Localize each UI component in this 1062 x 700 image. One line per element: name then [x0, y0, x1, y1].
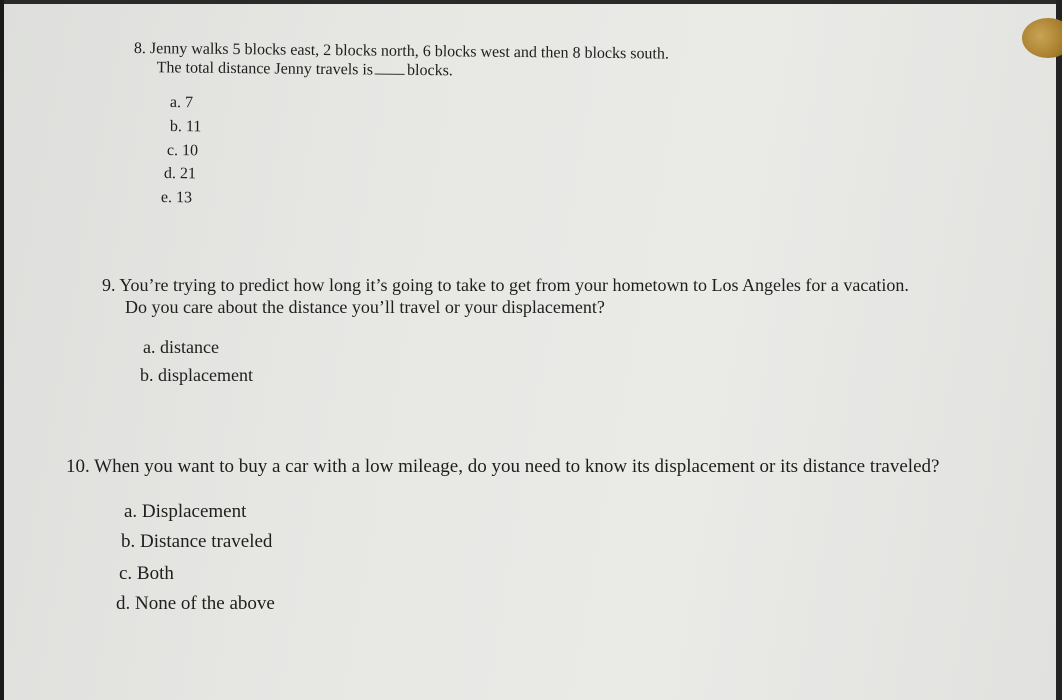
option-label: c. Both [119, 563, 174, 584]
option-label: b. Distance traveled [121, 531, 273, 552]
option-label: e. 13 [160, 189, 193, 207]
question-9-text-line-2: Do you care about the distance you’ll travel or your displacement? [125, 297, 605, 317]
question-10-option-a[interactable] [124, 501, 246, 523]
question-10-option-b[interactable] [121, 531, 272, 553]
question-8-text-line-2: The total distance Jenny travels is [156, 59, 374, 79]
photo-border-right [1056, 0, 1062, 700]
question-8-option-c[interactable] [167, 142, 198, 160]
question-9 [102, 275, 909, 318]
question-8-option-b[interactable] [170, 118, 202, 136]
question-9-option-a[interactable] [143, 337, 219, 358]
option-label: d. 21 [163, 165, 196, 183]
question-9-text-line-1: You’re trying to predict how long it’s going to take to get from your hometown to Los Angeles for a vacation. [119, 275, 909, 295]
option-label: b. 11 [169, 118, 202, 136]
option-label: a. Displacement [124, 501, 247, 522]
question-8-number: 8. [133, 40, 146, 58]
option-label: a. distance [143, 337, 219, 357]
question-10 [66, 456, 939, 478]
question-8-text-line-2-end: blocks. [406, 61, 453, 80]
question-8-option-a[interactable] [170, 94, 193, 112]
question-8-text-line-1: Jenny walks 5 blocks east, 2 blocks north, 6 blocks west and then 8 blocks south. [149, 40, 670, 63]
option-label: c. 10 [166, 142, 199, 160]
worksheet-page [4, 4, 1056, 700]
question-9-line-2 [102, 297, 909, 318]
option-label: a. 7 [169, 94, 194, 112]
option-label: b. displacement [140, 365, 253, 385]
question-10-option-c[interactable] [119, 563, 174, 585]
photo-border-left [0, 0, 4, 700]
answer-blank [375, 73, 405, 75]
question-8 [134, 40, 669, 83]
question-9-number: 9. [102, 275, 116, 295]
question-8-option-d[interactable] [164, 165, 196, 183]
question-10-text: When you want to buy a car with a low mileage, do you need to know its displacement or its distance traveled? [94, 456, 940, 477]
question-9-option-b[interactable] [140, 365, 253, 386]
question-10-option-d[interactable] [116, 593, 275, 615]
option-label: d. None of the above [116, 593, 275, 614]
question-8-option-e[interactable] [161, 189, 192, 207]
question-9-line-1 [102, 275, 909, 296]
question-10-number: 10. [66, 456, 90, 477]
